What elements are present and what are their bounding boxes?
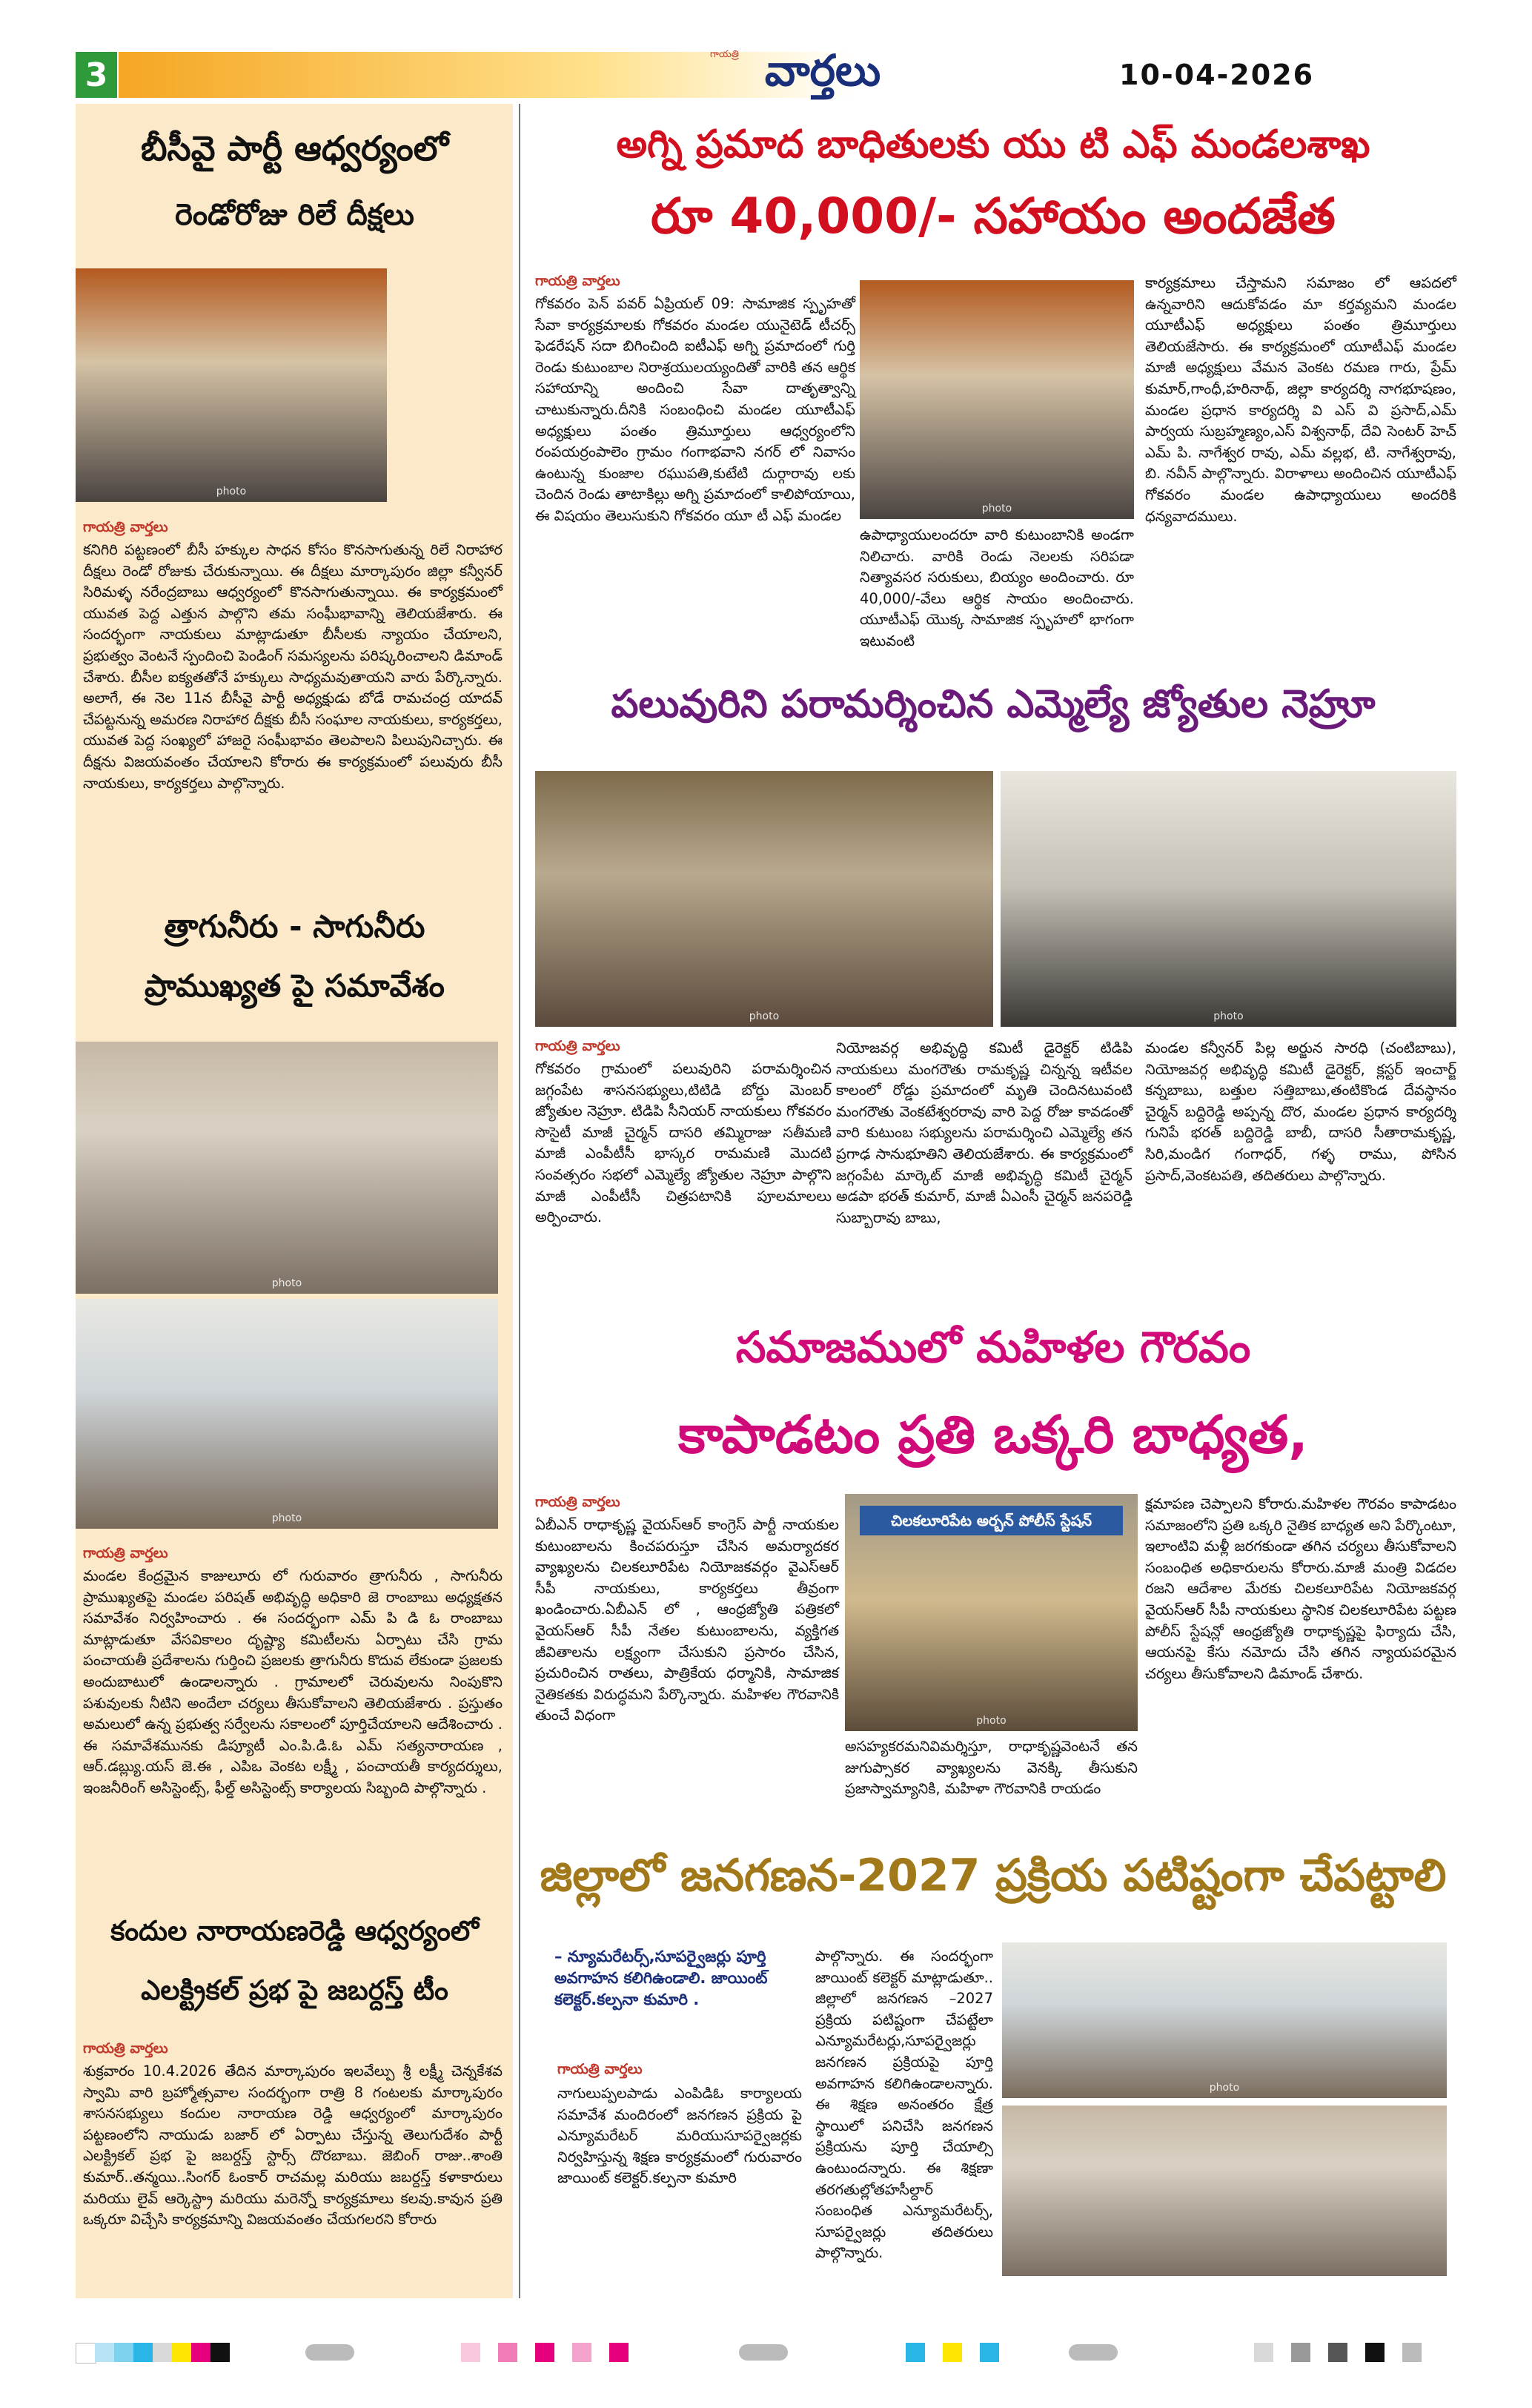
reg-swatch: [1328, 2343, 1347, 2362]
reg-swatch: [76, 2343, 96, 2364]
census-byline: గాయత్రి వార్తలు: [557, 2061, 643, 2077]
water-photo-dais: photo: [76, 1299, 498, 1529]
reg-oval: [1069, 2344, 1118, 2361]
census-photo-dais: photo: [1002, 1942, 1447, 2098]
women-headline-2: కాపాడటం ప్రతి ఒక్కరి బాధ్యత,: [678, 1404, 1308, 1465]
census-subhead: – న్యూమరేటర్స్,సూపర్వైజర్లు పూర్తి అవగాహన కలిగిఉండాలి. జాయింట్ కలెక్టర్.కల్పనా కుమారి .: [554, 1948, 768, 2008]
bcy-headline-1: బీసీవై పార్టీ ఆధ్వర్యంలో: [140, 128, 449, 168]
jabardasth-body: శుక్రవారం 10.4.2026 తేదిన మార్కాపురం ఇలవేల్పు శ్రీ లక్ష్మీ చెన్నకేశవ స్వామి వారి బ్రహ్మోత్సవాల సందర్భంగా రాత్రి 8 గంటలకు మార్కాపురం శాసనసభ్యులు కందుల నారాయణ రెడ్డి ఆధ్వర్యంలో మార్కాపురం పట్టణంలోని నాయుడు బజార్ లో ఏర్పాటు చేస్తున్న తెలుగుదేశం పార్టీ ఎలక్ట్రికల్ ప్రభ పై జబర్దస్త్ స్టార్స్ దొరబాబు. జెబింగ్ రాజు..శాంతి కుమార్..తన్మయి..సింగర్ ఓంకార్ రాచమల్ల మరియు జబర్దస్త్ కళాకారులు మరియు లైవ్ ఆర్కెస్ట్రా మరియు మరెన్నో కార్యక్రమాలు కలవు.కావున ప్రతి ఒక్కరూ విచ్చేసి కార్యక్రమాన్ని విజయవంతం చేయగలరని కోరారు: [83, 2063, 503, 2229]
water-byline: గాయత్రి వార్తలు: [83, 1545, 168, 1561]
bcy-body: కనిగిరి పట్టణంలో బీసీ హక్కుల సాధన కోసం కొనసాగుతున్న రిలే నిరాహార దీక్షలు రెండో రోజుకు చేరుకున్నాయి. ఈ దీక్షలు మార్కాపురం జిల్లా కన్వీనర్ సిరిమళ్ళ నరేంద్రబాబు ఆధ్వర్యంలో కొనసాగుతున్నాయి. ఈ కార్యక్రమంలో యువత పెద్ద ఎత్తున పాల్గొని తమ సంఘీభావాన్ని తెలియజేశారు. ఈ సందర్భంగా నాయకులు మాట్లాడుతూ బీసీలకు న్యాయం చేయాలని, ప్రభుత్వం వెంటనే స్పందించి పెండింగ్ సమస్యలను పరిష్కరించాలని డిమాండ్ చేశారు. బీసీల ఐక్యతతోనే హక్కులు సాధ్యమవుతాయని వారు పేర్కొన్నారు. అలాగే, ఈ నెల 11న బీసీవై పార్టీ అధ్యక్షుడు బోడే రామచంద్ర యాదవ్ చేపట్టనున్న అమరణ నిరాహార దీక్షకు బీసీ సంఘాల నాయకులు, కార్యకర్తలు, యువత పెద్ద సంఖ్యలో హాజరై సంఘీభావం తెలపాలని పిలుపునిచ్చారు. ఈ దీక్షను విజయవంతం చేయాలని కోరారు ఈ కార్యక్రమంలో పలువురు బీసీ నాయకులు, కార్యకర్తలు పాల్గొన్నారు.: [83, 541, 503, 792]
mla-col-1: గోకవరం గ్రామంలో పలువురిని పరామర్శించిన జగ్గంపేట శాసనసభ్యులు,టిటిడి బోర్డు మెంబర్ జ్యోతుల నెహ్రూ. టిడిపి సీనియర్ నాయకులు గోకవరం సొసైటీ మాజీ చైర్మన్ దాసరి తమ్మిరాజు సతీమణి మాజీ ఎంపీటీసీ భాస్కర రామమణి మొదటి సంవత్సరం సభలో ఎమ్మెల్యే జ్యోతుల నెహ్రూ పాల్గొని మాజీ ఎంపీటీసీ చిత్రపటానికి పూలమాలలు అర్పించారు.: [535, 1060, 832, 1226]
reg-swatch: [943, 2343, 962, 2362]
utf-col-3: కార్యక్రమాలు చేస్తామని సమాజం లో ఆపదలో ఉన్నవారిని ఆదుకోవడం మా కర్తవ్యమని మండల యూటీఎఫ్ అధ్యక్షులు పంతం త్రిమూర్తులు తెలియజేసారు. ఈ కార్యక్రమంలో యూటీఎఫ్ మండల మాజీ అధ్యక్షులు వేమన వెంకట రమణ గారు, ప్రేమ్ కుమార్,గాంధీ,హరినాథ్, జిల్లా కార్యదర్శి నాగభూషణం, మండల ప్రధాన కార్యదర్శి వి ఎస్ వి ప్రసాద్,ఎమ్ పార్వయ సుబ్రహ్మణ్యం,ఎస్ విశ్వనాథ్, దేవి సెంటర్ హెచ్ ఎమ్ పి. నాగేశ్వర రావు, ఎమ్ వల్లభ, టి. నాగేశ్వరావు, బి. నవీన్ పాల్గొన్నారు. విరాళాలు అందించిన యూటీఎఫ్ గోకవరం మండల ఉపాధ్యాయులు అందరికి ధన్యవాదములు.: [1145, 274, 1456, 525]
reg-swatch: [906, 2343, 925, 2362]
reg-swatch: [153, 2343, 172, 2362]
water-headline-1: త్రాగునీరు - సాగునీరు: [164, 908, 425, 945]
reg-swatch: [461, 2343, 480, 2362]
mla-col-3: మండల కన్వీనర్ పిల్ల అర్జున సారధి (చంటిబాబు), నియోజవర్గ అభివృద్ధి కమిటీ డైరెక్టర్, క్లస్టర్ ఇంచార్జ్ కన్నబాబు, బత్తుల సత్తిబాబు,తంటికొండ దేవస్థానం చైర్మన్ బద్దిరెడ్డి అప్పన్న దొర, మండల ప్రధాన కార్యదర్శి గునిపే భరత్ బద్దిరెడ్డి బాబీ, దాసరి సీతారామకృష్ణ, సిరి,మండిగ గంగాధర్, గళ్ళ రాము, పోసిన ప్రసాద్,వెంకటపతి, తదితరులు పాల్గొన్నారు.: [1145, 1039, 1456, 1184]
reg-swatch: [1365, 2343, 1385, 2362]
issue-date: 10-04-2026: [1119, 59, 1315, 91]
reg-swatch: [980, 2343, 999, 2362]
utf-col-2: ఉపాధ్యాయులందరూ వారి కుటుంబానికి అండగా నిలిచారు. వారికి రెండు నెలలకు సరిపడా నిత్యావసర సరుకులు, బియ్యం అందించారు. రూ 40,000/-వేలు ఆర్థిక సాయం అందించారు. యూటీఎఫ్ యొక్క సామాజిక స్పృహలో భాగంగా ఇటువంటి: [860, 526, 1134, 649]
water-photo-audience: photo: [76, 1042, 498, 1294]
utf-col-1: గోకవరం పెన్ పవర్ ఏప్రియల్ 09: సామాజిక స్పృహతో సేవా కార్యక్రమాలకు గోకవరం మండల యునైటెడ్ టీచర్స్ ఫెడరేషన్ సదా బిగించింది ఐటీఎఫ్ అగ్ని ప్రమాదంలో గుర్తి రెండు కుటుంబాల నిరాశ్రయులయ్యందితో వారికి తన ఆర్థిక సహాయాన్ని అందించి సేవా దాతృత్వాన్ని చాటుకున్నారు.దీనికి సంబంధించి మండల యూటీఎఫ్ అధ్యక్షులు పంతం త్రిమూర్తులు ఆధ్వర్యంలోని రంపయర్రంపాలెం గ్రామం గంగాభవాని నగర్ లో నివాసం ఉంటున్న కుంజాల రఘుపతి,కుటేటి దుర్గారావు లకు చెందిన రెండు తాటాకిల్లు అగ్ని ప్రమాదంలో కాలిపోయాయి, ఈ విషయం తెలుసుకుని గోకవరం యూ టీ ఎఫ్ మండల: [535, 295, 855, 524]
women-byline: గాయత్రి వార్తలు: [535, 1494, 620, 1510]
masthead: [689, 44, 956, 104]
reg-swatch: [498, 2343, 517, 2362]
reg-swatch: [535, 2343, 554, 2362]
reg-swatch: [133, 2343, 153, 2362]
reg-swatch: [210, 2343, 230, 2362]
women-col-1: ఏబీఎన్ రాధాకృష్ణ వైయస్ఆర్ కాంగ్రెస్ పార్టీ నాయకుల కుటుంబాలను కించపరుస్తూ చేసిన అమర్యాదకర వ్యాఖ్యలను చిలకలూరిపేట నియోజకవర్గం వైఎస్ఆర్ సీపీ నాయకులు, కార్యకర్తలు తీవ్రంగా ఖండించారు.ఏబీఎన్ లో , ఆంధ్రజ్యోతి పత్రికలో వైయస్ఆర్ సీపీ నేతల కుటుంబాలను, వ్యక్తిగత జీవితాలను లక్ష్యంగా చేసుకుని ప్రసారం చేసిన, ప్రచురించిన రాతలు, పాత్రికేయ ధర్మానికి, సామాజిక నైతికతకు విరుద్ధమని పేర్కొన్నారు. మహిళల గౌరవానికి తుంచే విధంగా: [535, 1516, 839, 1724]
water-headline-2: ప్రాముఖ్యత పై సమావేశం: [145, 968, 445, 1004]
reg-swatch: [572, 2343, 591, 2362]
reg-oval: [305, 2344, 354, 2361]
reg-swatch: [95, 2343, 114, 2362]
women-col-3: క్షమాపణ చెప్పాలని కోరారు.మహిళల గౌరవం కాపాడటం సమాజంలోని ప్రతి ఒక్కరి నైతిక బాధ్యత అని పేర్కొంటూ, ఇలాంటివి మళ్లీ జరగకుండా తగిన చర్యలు తీసుకోవాలని సంబంధిత అధికారులను కోరారు.మాజీ మంత్రి విడదల రజని ఆదేశాల మేరకు చిలకలూరిపేట నియోజకవర్గ వైయస్ఆర్ సీపీ నాయకులు స్థానిక చిలకలూరిపేట పట్టణ పోలీస్ స్టేషన్లో ఆంధ్రజ్యోతి రాధాకృష్ణపై ఫిర్యాదు చేసి, ఆయనపై కేసు నమోదు చేసి తగిన న్యాయపరమైన చర్యలు తీసుకోవాలని డిమాండ్ చేశారు.: [1145, 1495, 1456, 1682]
reg-swatch: [172, 2343, 191, 2362]
reg-swatch: [191, 2343, 210, 2362]
registration-strip: [76, 2343, 1462, 2362]
bcy-byline: గాయత్రి వార్తలు: [83, 519, 168, 535]
bcy-headline-2: రెండోరోజు రిలే దీక్షలు: [175, 198, 414, 232]
mla-photo-1: photo: [535, 771, 993, 1027]
page-number: 3: [76, 52, 117, 98]
reg-swatch: [609, 2343, 629, 2362]
reg-swatch: [1402, 2343, 1422, 2362]
column-rule: [519, 104, 520, 2298]
utf-byline: గాయత్రి వార్తలు: [535, 273, 620, 289]
census-col-2: పాల్గొన్నారు. ఈ సందర్భంగా జాయింట్ కలెక్టర్ మాట్లాడుతూ.. జిల్లాలో జనగణన –2027 ప్రక్రియ పటిష్టంగా చేపట్టేలా ఎన్యూమరేటర్లు,సూపర్వైజర్లు జనగణన ప్రక్రియపై పూర్తి అవగాహన కలిగిఉండాలన్నారు. ఈ శిక్షణ అనంతరం క్షేత్ర స్థాయిలో పనిచేసి జనగణన ప్రక్రియను పూర్తి చేయాల్సి ఉంటుందన్నారు. ఈ శిక్షణా తరగతుల్లోతహసీల్దార్ సంబంధిత ఎన్యూమరేటర్స్, సూపర్వైజర్లు తదితరులు పాల్గొన్నారు.: [815, 1948, 993, 2262]
women-photo-police-station: చిలకలూరిపేట అర్బన్ పోలీస్ స్టేషన్ photo: [845, 1494, 1138, 1731]
jabardasth-headline-1: కందుల నారాయణరెడ్డి ఆధ్వర్యంలో: [110, 1915, 479, 1947]
reg-swatch: [1254, 2343, 1273, 2362]
census-photo-audience: [1002, 2106, 1447, 2276]
reg-oval: [739, 2344, 788, 2361]
mla-col-2: నియోజవర్గ అభివృద్ధి కమిటీ డైరెక్టర్ టిడిపి నాయకులు మంగరౌతు రామకృష్ణ చిన్నన్న ఇటీవల కాలంలో రోడ్డు ప్రమాదంలో మృతి చెందినటువంటి మంగరౌతు వెంకటేశ్వరరావు వారి పెద్ద రోజు కావడంతో వారి కుటుంబ సభ్యులను పరామర్శించి ఎమ్మెల్యే తన ప్రగాఢ సానుభూతిని తెలియజేశారు. ఈ కార్యక్రమంలో జగ్గంపేట మార్కెట్ మాజీ అభివృద్ధి కమిటీ చైర్మన్ అడపా భరత్ కుమార్, మాజీ ఏఎంసీ చైర్మన్ జనపరెడ్డి సుబ్బారావు బాబు,: [836, 1039, 1133, 1226]
women-col-2: అసహ్యకరమనివిమర్శిస్తూ, రాధాకృష్ణవెంటనే తన జుగుప్సాకర వ్యాఖ్యలను వెనక్కి తీసుకుని ప్రజాస్వామ్యానికి, మహిళా గౌరవానికి రాయడం: [845, 1738, 1138, 1798]
mla-byline: గాయత్రి వార్తలు: [535, 1038, 620, 1054]
utf-headline-2: రూ 40,000/- సహాయం అందజేత: [651, 188, 1336, 245]
census-headline: జిల్లాలో జనగణన-2027 ప్రక్రియ పటిష్టంగా చేపట్టాలి: [540, 1850, 1447, 1902]
jabardasth-byline: గాయత్రి వార్తలు: [83, 2040, 168, 2057]
masthead-tag: గాయత్రి: [710, 49, 739, 60]
mla-headline: పలువురిని పరామర్శించిన ఎమ్మెల్యే జ్యోతుల నెహ్రూ: [611, 682, 1376, 727]
jabardasth-headline-2: ఎలక్ట్రికల్ ప్రభ పై జబర్దస్త్ టీం: [141, 1974, 448, 2006]
water-body: మండల కేంద్రమైన కాజులూరు లో గురువారం త్రాగునీరు , సాగునీరు ప్రాముఖ్యతపై మండల పరిషత్ అభివృద్ధి అధికారి జె రాంబాబు అధ్యక్షతన సమావేశం నిర్వహించారు . ఈ సందర్భంగా ఎమ్ పి డి ఓ రాంబాబు మాట్లాడుతూ వేసవికాలం దృష్ట్యా కమిటీలను ఏర్పాటు చేసి గ్రామ పంచాయతీ ప్రదేశాలను గుర్తించి ప్రజలకు త్రాగునీరు కొదువ లేకుండా ప్రజలకు అందుబాటులో ఉండాలన్నారు . గ్రామాలలో చెరువులను నింపుకొని పశువులకు నీటిని అందేలా చర్యలు తీసుకోవాలని తెలియజేశారు . ప్రస్తుతం అమలులో ఉన్న ప్రభుత్వ సర్వేలను సకాలంలో పూర్తిచేయాలని ఆదేశించారు . ఈ సమావేశమునకు డిప్యూటీ ఎం.పి.డి.ఓ ఎమ్ సత్యనారాయణ , ఆర్.డబ్ల్యు.యస్ జె.ఈ , ఎపిఒ వెంకట లక్ష్మీ , పంచాయతీ కార్యదర్శులు, ఇంజనీరింగ్ అసిస్టెంట్స్, ఫీల్డ్ అసిస్టెంట్స్ కార్యాలయ సిబ్బంది పాల్గొన్నారు .: [83, 1567, 503, 1796]
masthead-title: వార్తలు: [764, 44, 881, 96]
mla-photo-2: photo: [1001, 771, 1456, 1027]
women-headline-1: సమాజములో మహిళల గౌరవం: [735, 1322, 1251, 1372]
police-station-sign: చిలకలూరిపేట అర్బన్ పోలీస్ స్టేషన్: [860, 1506, 1123, 1535]
utf-photo: photo: [860, 280, 1134, 519]
reg-swatch: [114, 2343, 133, 2362]
reg-swatch: [1291, 2343, 1310, 2362]
census-col-1: నాగులుప్పలపాడు ఎంపిడిఓ కార్యాలయ సమావేశ మందిరంలో జనగణన ప్రక్రియ పై ఎన్యూమరేటర్ మరియుసూపర్వైజర్లకు నిర్వహిస్తున్న శిక్షణ కార్యక్రమంలో గురువారం జాయింట్ కలెక్టర్.కల్పనా కుమారి: [557, 2085, 802, 2187]
utf-headline-1: అగ్ని ప్రమాద బాధితులకు యు టి ఎఫ్ మండలశాఖ: [616, 122, 1370, 167]
bcy-photo: photo: [76, 268, 387, 502]
